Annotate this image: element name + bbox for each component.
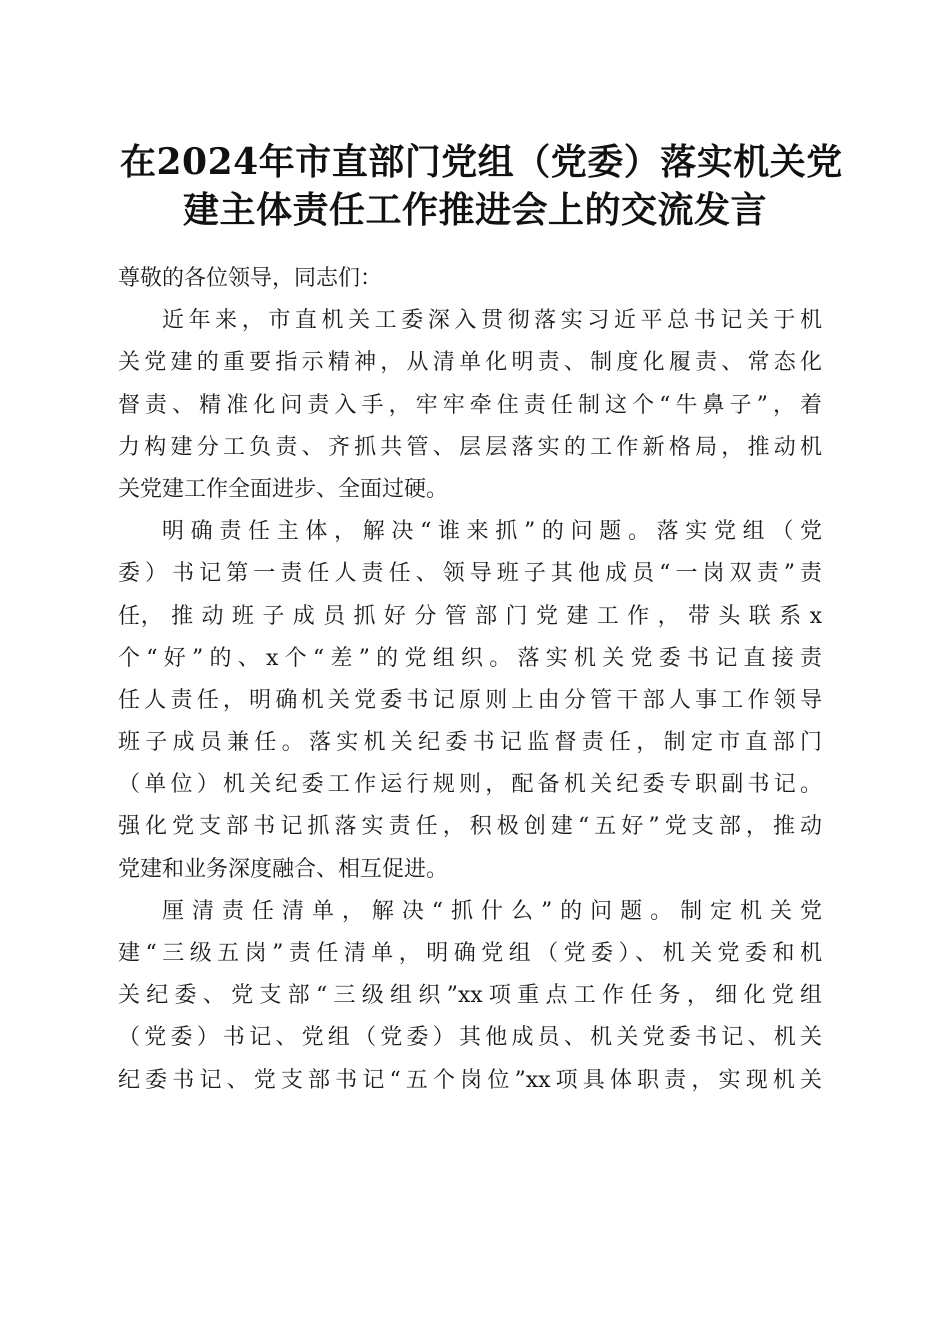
paragraph-line: 关党建的重要指示精神，从清单化明责、制度化履责、常态化 <box>118 350 822 376</box>
document-body <box>118 258 822 1102</box>
paragraph-line: 党建和业务深度融合、相互促进。 <box>118 856 449 882</box>
paragraph-line: 关纪委、党支部“三级组织”xx项重点工作任务，细化党组 <box>118 983 822 1009</box>
paragraph-line: （单位）机关纪委工作运行规则，配备机关纪委专职副书记。 <box>118 772 822 798</box>
greeting: 尊敬的各位领导，同志们： <box>118 266 383 291</box>
document-title <box>120 138 843 234</box>
paragraph-3 <box>118 891 822 1102</box>
paragraph-line: 明确责任主体，解决“谁来抓”的问题。落实党组（党 <box>162 519 822 545</box>
paragraph-line: 纪委书记、党支部书记“五个岗位”xx项具体职责，实现机关 <box>118 1067 822 1093</box>
paragraph-line: 督责、精准化问责入手，牢牢牵住责任制这个“牛鼻子”，着 <box>118 392 822 418</box>
paragraph-line: 委）书记第一责任人责任、领导班子其他成员“一岗双责”责 <box>118 561 822 587</box>
title-line-1: 在2024年市直部门党组（党委）落实机关党 <box>120 141 843 183</box>
paragraph-line: 厘清责任清单，解决“抓什么”的问题。制定机关党 <box>162 898 822 924</box>
paragraph-2 <box>118 511 822 891</box>
paragraph-line: 力构建分工负责、齐抓共管、层层落实的工作新格局，推动机 <box>118 434 822 460</box>
paragraph-line: （党委）书记、党组（党委）其他成员、机关党委书记、机关 <box>118 1025 822 1051</box>
paragraph-line: 近年来，市直机关工委深入贯彻落实习近平总书记关于机 <box>162 308 822 334</box>
paragraph-line: 强化党支部书记抓落实责任，积极创建“五好”党支部，推动 <box>118 814 822 840</box>
paragraph-line: 关党建工作全面进步、全面过硬。 <box>118 476 449 502</box>
paragraph-line: 班子成员兼任。落实机关纪委书记监督责任，制定市直部门 <box>118 730 822 756</box>
paragraph-1 <box>118 300 822 511</box>
paragraph-line: 任人责任，明确机关党委书记原则上由分管干部人事工作领导 <box>118 687 822 713</box>
paragraph-line: 任， 推 动 班 子 成 员 抓 好 分 管 部 门 党 建 工 作 ， 带 头 联 系 x <box>118 603 822 629</box>
title-line-2: 建主体责任工作推进会上的交流发言 <box>182 189 767 231</box>
paragraph-line: 建“三级五岗”责任清单，明确党组（党委）、机关党委和机 <box>118 941 822 966</box>
paragraph-line: 个“好”的、x个“差”的党组织。落实机关党委书记直接责 <box>118 645 822 671</box>
